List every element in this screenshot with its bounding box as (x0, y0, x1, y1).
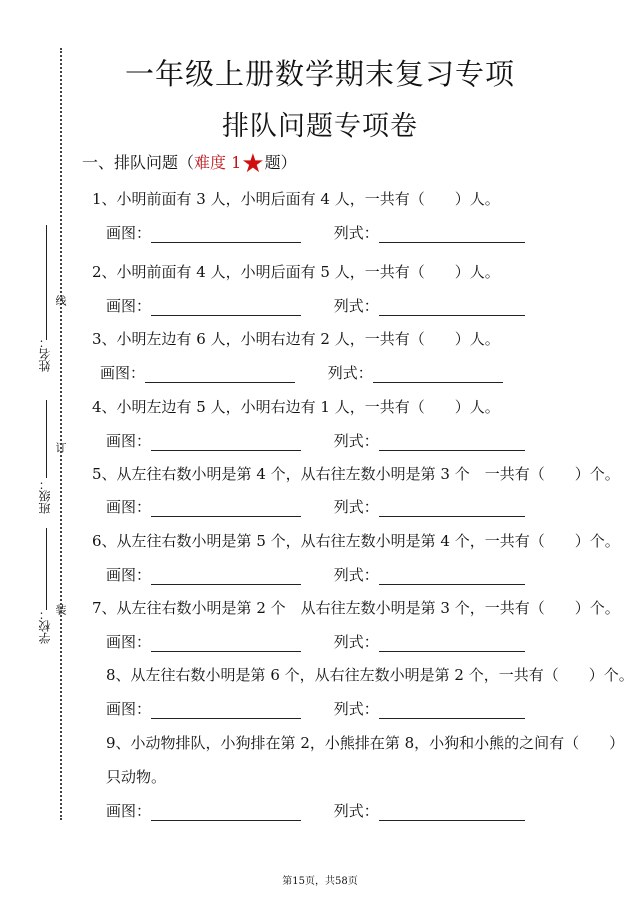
name-blank-line (46, 225, 47, 340)
binding-dotted-line (60, 48, 62, 820)
question-5: 5、从左往右数小明是第 4 个，从右往左数小明是第 3 个 一共有（ ）个。 (92, 465, 620, 483)
page-footer: 第15页，共58页 (282, 876, 358, 887)
formula-blank[interactable] (379, 570, 525, 585)
draw-label: 画图： (106, 498, 152, 516)
answer-row-9 (106, 800, 525, 821)
draw-label: 画图： (106, 566, 152, 584)
answer-row-7 (106, 631, 525, 652)
formula-blank[interactable] (373, 368, 503, 383)
star-icon: ★ (241, 149, 265, 179)
school-label: 学校： (38, 608, 52, 644)
answer-row-3 (100, 362, 503, 383)
page-title: 一年级上册数学期末复习专项 (124, 57, 515, 91)
formula-label: 列式： (327, 364, 373, 382)
answer-row-1 (106, 222, 525, 243)
margin-mark-line: 线 (54, 295, 67, 306)
question-6: 6、从左往右数小明是第 5 个，从右往左数小明是第 4 个，一共有（ ）个。 (92, 532, 620, 550)
name-label: 姓名： (38, 336, 52, 372)
class-blank-line (46, 400, 47, 478)
question-2: 2、小明前面有 4 人，小明后面有 5 人，一共有（ ）人。 (92, 263, 500, 281)
draw-blank[interactable] (151, 637, 301, 652)
draw-label: 画图： (106, 633, 152, 651)
draw-label: 画图： (106, 700, 152, 718)
question-1: 1、小明前面有 3 人，小明后面有 4 人，一共有（ ）人。 (92, 190, 500, 208)
school-blank-line (46, 528, 47, 610)
question-4: 4、小明左边有 5 人，小明右边有 1 人，一共有（ ）人。 (92, 398, 500, 416)
formula-label: 列式： (333, 297, 379, 315)
answer-row-4 (106, 430, 525, 451)
class-label: 班级： (38, 478, 52, 514)
answer-row-6 (106, 564, 525, 585)
formula-label: 列式： (333, 432, 379, 450)
formula-label: 列式： (333, 224, 379, 242)
draw-label: 画图： (106, 432, 152, 450)
question-8: 8、从左往右数小明是第 6 个，从右往左数小明是第 2 个，一共有（ ）个。 (106, 666, 634, 684)
formula-blank[interactable] (379, 704, 525, 719)
answer-row-2 (106, 295, 525, 316)
question-7: 7、从左往右数小明是第 2 个 从右往左数小明是第 3 个，一共有（ ）个。 (92, 599, 620, 617)
section-heading (82, 150, 297, 177)
formula-blank[interactable] (379, 502, 525, 517)
section-prefix: 一、排队问题（ (82, 153, 195, 172)
answer-row-8 (106, 698, 525, 719)
formula-label: 列式： (333, 700, 379, 718)
draw-blank[interactable] (151, 570, 301, 585)
formula-blank[interactable] (379, 436, 525, 451)
margin-mark-bind: 订 (54, 442, 67, 453)
draw-blank[interactable] (151, 228, 301, 243)
draw-blank[interactable] (145, 368, 295, 383)
page-subtitle: 排队问题专项卷 (222, 111, 418, 142)
draw-blank[interactable] (151, 502, 301, 517)
draw-label: 画图： (106, 224, 152, 242)
margin-mark-pack: 装 (54, 604, 67, 615)
formula-label: 列式： (333, 633, 379, 651)
draw-blank[interactable] (151, 301, 301, 316)
question-9: 9、小动物排队，小狗排在第 2，小熊排在第 8，小狗和小熊的之间有（ ） (106, 734, 625, 752)
draw-blank[interactable] (151, 704, 301, 719)
formula-blank[interactable] (379, 806, 525, 821)
formula-blank[interactable] (379, 228, 525, 243)
draw-label: 画图： (106, 297, 152, 315)
formula-label: 列式： (333, 566, 379, 584)
difficulty-label: 难度 1 (194, 153, 242, 172)
draw-blank[interactable] (151, 806, 301, 821)
question-3: 3、小明左边有 6 人，小明右边有 2 人，一共有（ ）人。 (92, 330, 500, 348)
formula-blank[interactable] (379, 301, 525, 316)
answer-row-5 (106, 496, 525, 517)
formula-blank[interactable] (379, 637, 525, 652)
section-suffix: 题） (264, 153, 297, 172)
draw-blank[interactable] (151, 436, 301, 451)
draw-label: 画图： (106, 802, 152, 820)
formula-label: 列式： (333, 802, 379, 820)
draw-label: 画图： (100, 364, 146, 382)
formula-label: 列式： (333, 498, 379, 516)
question-9-continued: 只动物。 (106, 768, 167, 786)
